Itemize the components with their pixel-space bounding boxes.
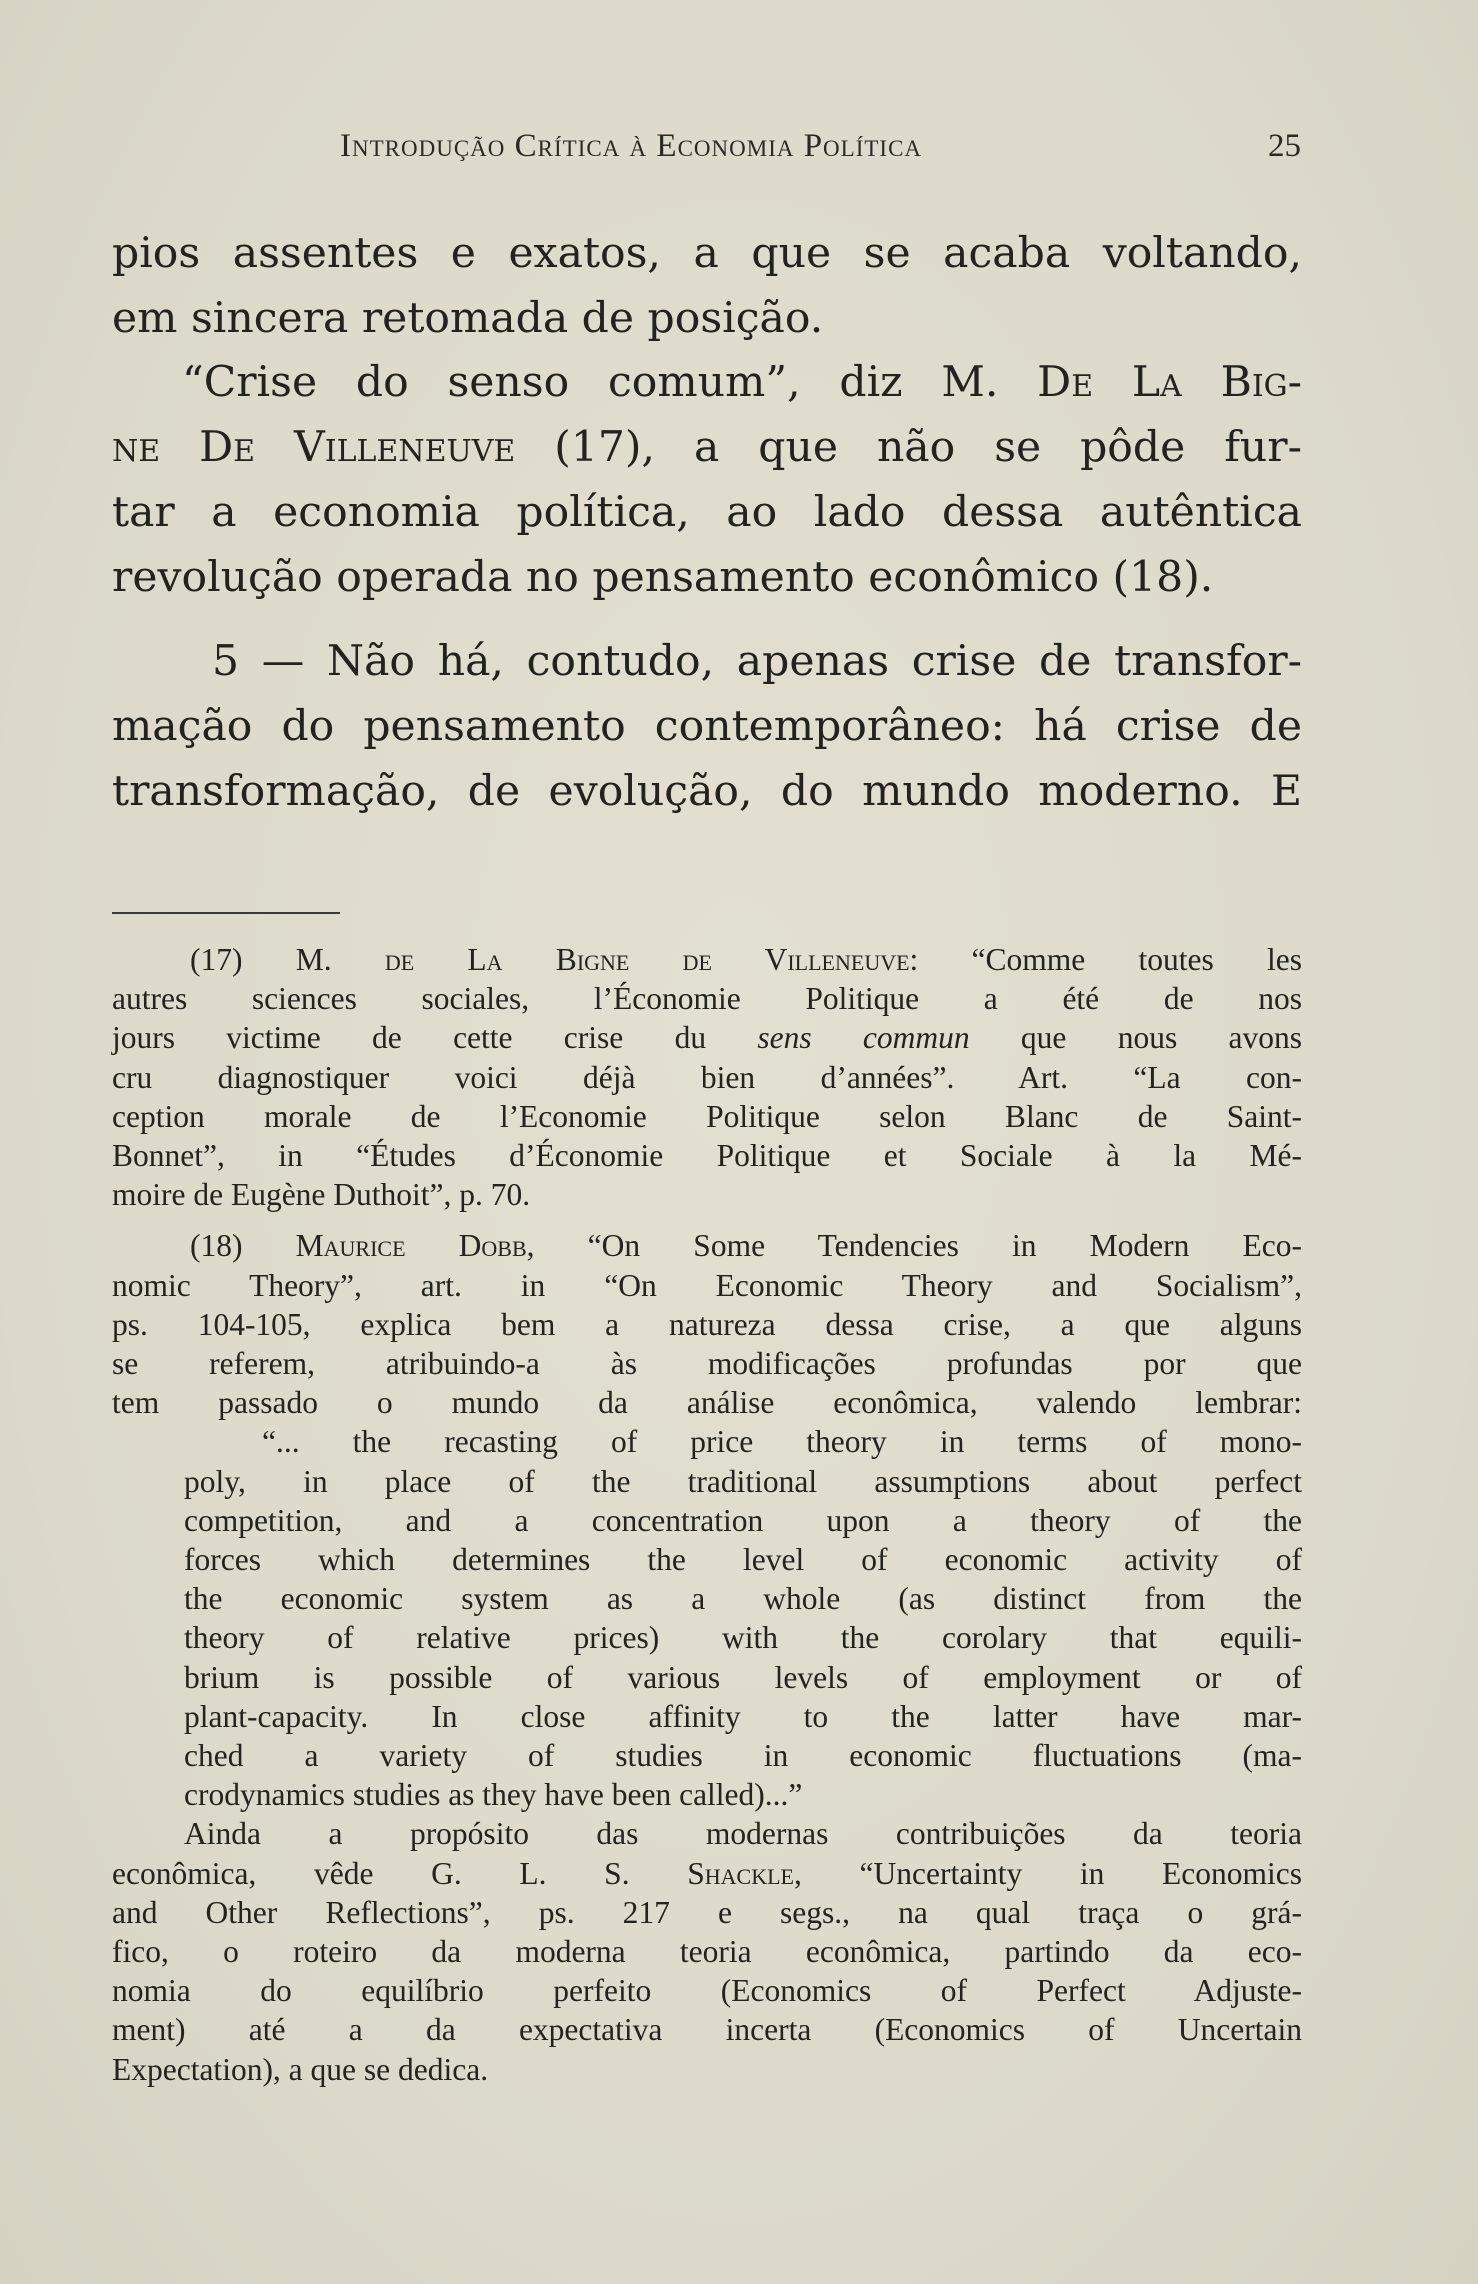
text-run: Ainda a propósito das modernas contribuições da teoria [184,1816,1302,1852]
footnote-17 [112,940,1302,1214]
text-line [112,416,1302,481]
footnote-line: autres sciences sociales, l’Économie Politique a été de nos [112,981,1302,1017]
quote-line: theory of relative prices) with the corolary that equili- [184,1620,1302,1656]
footnote-line [112,1018,1302,1057]
italic-run: sens commun [757,1020,970,1056]
text-run: jours victime de cette crise du [112,1020,758,1056]
text-run: que nous avons [969,1020,1302,1056]
footnote-line: ps. 104-105, explica bem a natureza dessa crise, a que alguns [112,1306,1302,1342]
text-line: transformação, de evolução, do mundo moderno. E [112,766,1302,816]
quote-line: forces which determines the level of economic activity of [184,1542,1302,1578]
text-run: , “Uncertainty in Economics [793,1855,1302,1891]
footnote-line: ment) até a da expectativa incerta (Economics of Uncertain [112,2012,1302,2048]
footnote-line: nomic Theory”, art. in “On Economic Theory and Socialism”, [112,1267,1302,1303]
footnote-line: Expectation), a que se dedica. [112,2051,489,2087]
footnote-line: nomia do equilíbrio perfeito (Economics of Perfect Adjuste- [112,1973,1302,2009]
text-line: revolução operada no pensamento econômico (18). [112,552,1214,602]
author-name: Shackle [687,1855,794,1891]
author-name: ne De Villeneuve [112,423,516,473]
footnote-rule [112,912,340,914]
footnote-line: and Other Reflections”, ps. 217 e segs., na qual traça o grá- [112,1894,1302,1930]
text-run: : “Comme toutes les [909,942,1302,977]
footnote-line: fico, o roteiro da moderna teoria econômica, partindo da eco- [112,1934,1302,1970]
quote-line: crodynamics studies as they have been called)...” [184,1777,803,1813]
text-line [112,351,1302,416]
running-title: Introdução Crítica à Economia Política [340,128,923,164]
text-line: mação do pensamento contemporâneo: há crise de [112,701,1302,751]
quote-line [184,1422,1302,1461]
text-run: econômica, vêde G. L. S. [112,1855,688,1891]
footnote-line: se referem, atribuindo-a às modificações profundas por que [112,1346,1302,1382]
footnote-line: cru diagnostiquer voici déjà bien d’années”. Art. “La con- [112,1059,1302,1095]
text-line: em sincera retomada de posição. [112,293,824,343]
author-name: de La Bigne de Villeneuve [384,942,910,977]
text-run: (18) [190,1228,296,1264]
text-line [112,630,1302,695]
text-line: tar a economia política, ao lado dessa autêntica [112,487,1302,537]
text-line: pios assentes e exatos, a que se acaba voltando, [112,229,1302,278]
quote-line: poly, in place of the traditional assumptions about perfect [184,1463,1302,1499]
quote-line: plant-capacity. In close affinity to the latter have mar- [184,1698,1302,1734]
footnote-line [112,940,1302,979]
page-header [110,128,1310,178]
quote-line: competition, and a concentration upon a theory of the [184,1502,1302,1538]
text-run: (17), a que não se pôde fur- [515,423,1302,473]
author-name: Maurice Dobb [295,1228,527,1264]
footnote-line [112,1854,1302,1893]
text-run: “... the recasting of price theory in terms of mono- [262,1424,1302,1460]
quote-line: brium is possible of various levels of employment or of [184,1659,1302,1695]
author-name: De La Big- [1037,358,1302,408]
footnote-line: ception morale de l’Economie Politique selon Blanc de Saint- [112,1098,1302,1134]
paragraph-3 [112,630,1302,824]
footnote-18 [112,1226,1302,2088]
text-run: 5 — Não há, contudo, apenas crise de transfor- [212,637,1302,687]
text-run: “Crise do senso comum”, diz M. [182,358,1038,408]
page-number: 25 [1268,128,1301,164]
text-run: , “On Some Tendencies in Modern Eco- [526,1228,1302,1264]
quote-line: ched a variety of studies in economic fluctuations (ma- [184,1738,1302,1774]
paragraph-2 [112,351,1302,610]
footnotes [112,940,1302,2089]
footnote-line [112,1226,1302,1265]
footnote-line [112,1814,1302,1853]
text-run: (17) M. [190,942,385,977]
block-quote [184,1422,1302,1814]
paragraph-1 [112,222,1302,351]
quote-line: the economic system as a whole (as distinct from the [184,1581,1302,1617]
footnote-line: moire de Eugène Duthoit”, p. 70. [112,1177,531,1213]
footnote-line: Bonnet”, in “Études d’Économie Politique et Sociale à la Mé- [112,1138,1302,1174]
main-text [112,222,1302,824]
footnote-line: tem passado o mundo da análise econômica, valendo lembrar: [112,1385,1302,1421]
